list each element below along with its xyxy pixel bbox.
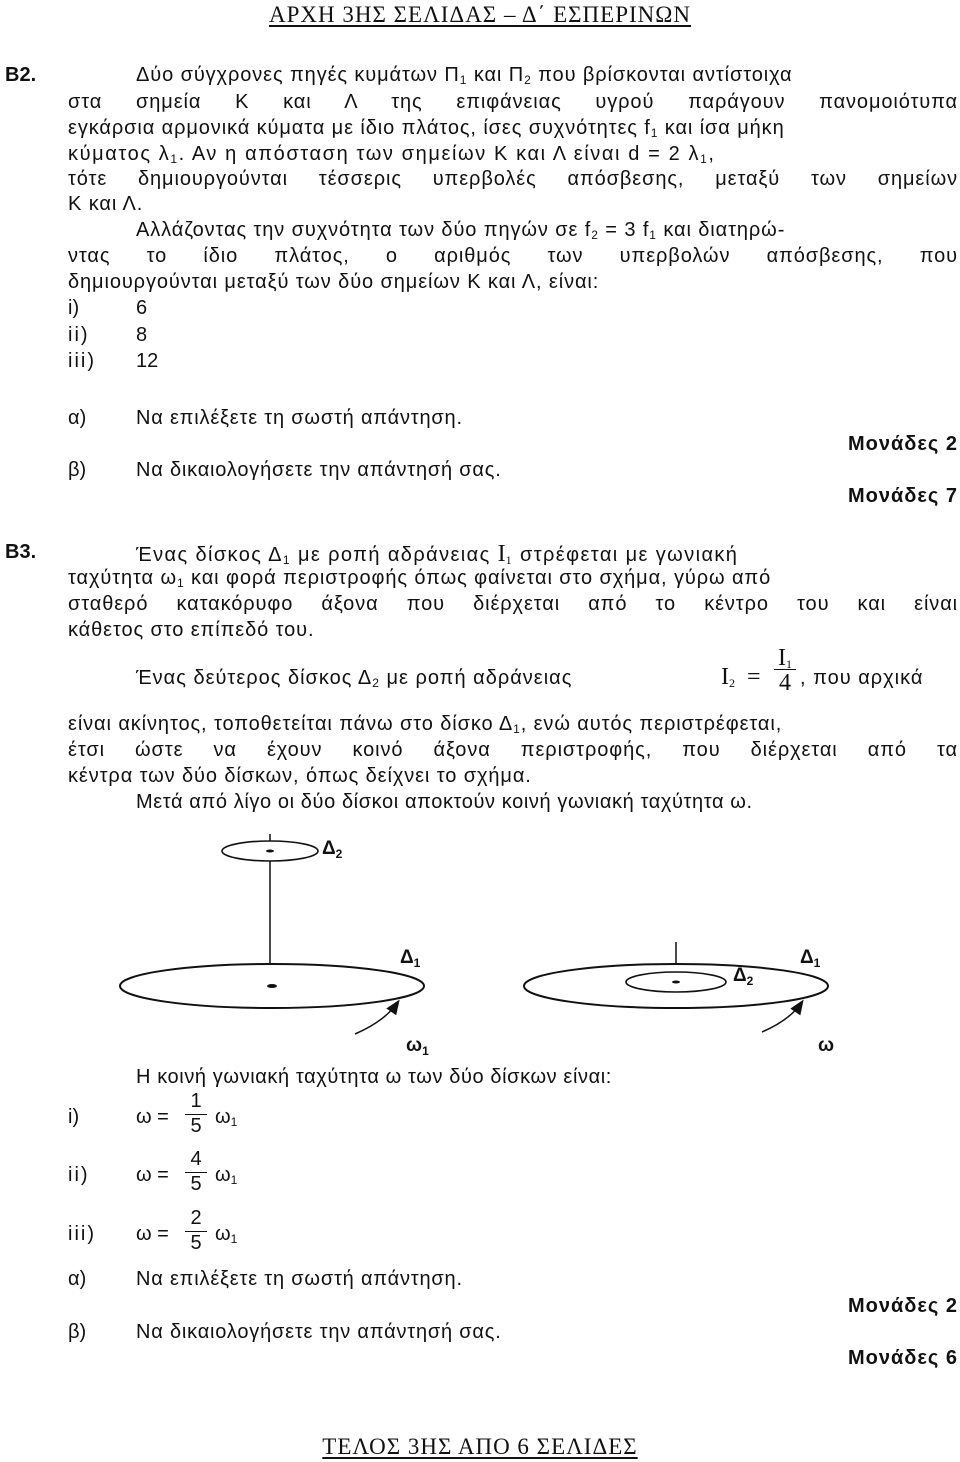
b3-option-2-rhs: $\omega_1$ — [215, 1164, 238, 1187]
b3-option-2-lhs: ω = — [136, 1164, 169, 1186]
label-d2-right: $\Delta_2$ — [733, 965, 754, 988]
label-d1-right: $\Delta_1$ — [800, 947, 821, 970]
formula-equals: = — [747, 664, 761, 690]
b3-question-b-label: β) — [68, 1321, 87, 1343]
b3-option-3-rhs: $\omega_1$ — [215, 1223, 238, 1246]
b2-question-b-text: Να δικαιολογήσετε την απάντησή σας. — [136, 459, 502, 481]
b3-line-3: σταθερό κατακόρυφο άξονα που διέρχεται από το κέντρο του και είναι — [68, 593, 958, 615]
b3-option-1-fraction: 1 5 — [185, 1090, 207, 1138]
b2-line-8: ντας το ίδιο πλάτος, ο αριθμός των υπερβολών απόσβεσης, που — [68, 245, 958, 267]
b3-marks-a: Μονάδες 2 — [848, 1295, 958, 1317]
b2-option-3-value: 12 — [136, 350, 159, 372]
b3-line-2: ταχύτητα $\omega_1$ και φορά περιστροφής όπως φαίνεται στο σχήμα, γύρω από — [68, 567, 772, 590]
b3-option-3-label: iii) — [68, 1223, 96, 1245]
label-omega: ω — [818, 1035, 835, 1056]
b3-option-3-lhs: ω = — [136, 1223, 169, 1245]
b2-option-2-value: 8 — [136, 324, 148, 346]
b3-option-1-rhs: $\omega_1$ — [215, 1106, 238, 1129]
label-d1-left: $\Delta_1$ — [400, 947, 421, 970]
b2-marks-a: Μονάδες 2 — [848, 433, 958, 455]
b2-label: Β2. — [5, 64, 37, 86]
b3-option-1-label: i) — [68, 1106, 80, 1128]
b3-question-a-label: α) — [68, 1268, 87, 1290]
b3-question-b-text: Να δικαιολογήσετε την απάντησή σας. — [136, 1321, 502, 1343]
b3-label: Β3. — [5, 541, 37, 563]
b3-line-6: είναι ακίνητος, τοποθετείται πάνω στο δίσκο $\Delta_1$, ενώ αυτός περιστρέφεται, — [68, 713, 783, 736]
b2-marks-b: Μονάδες 7 — [848, 485, 958, 507]
b3-question-a-text: Να επιλέξετε τη σωστή απάντηση. — [136, 1268, 463, 1290]
label-omega1: $\omega_1$ — [406, 1035, 429, 1058]
b2-question-a-label: α) — [68, 407, 87, 429]
b3-line-4: κάθετος στο επίπεδό του. — [68, 619, 315, 641]
page-footer: ΤΕΛΟΣ 3ΗΣ ΑΠΟ 6 ΣΕΛΙΔΕΣ — [322, 1434, 638, 1459]
b2-option-3-label: iii) — [68, 350, 96, 372]
formula-I2: $I_2$ — [721, 664, 735, 690]
b3-line-1: Ένας δίσκος $\Delta_1$ με ροπή αδράνειας $I_1$ στρέφεται με γωνιακή — [136, 541, 739, 567]
b2-line-1: Δύο σύγχρονες πηγές κυμάτων $\Pi_1$ και $\Pi_2$ που βρίσκονται αντίστοιχα — [136, 64, 793, 87]
b2-line-4: κύματος $\lambda_1$. Αν η απόσταση των σημείων Κ και Λ είναι d = 2 $\lambda_1$, — [68, 143, 716, 166]
b2-question-a-text: Να επιλέξετε τη σωστή απάντηση. — [136, 407, 463, 429]
b3-line-7: έτσι ώστε να έχουν κοινό άξονα περιστροφής, που διέρχεται από τα — [68, 739, 958, 761]
formula-fraction: $I_1$ 4 — [774, 645, 796, 697]
b3-marks-b: Μονάδες 6 — [848, 1347, 958, 1369]
b2-line-7: Αλλάζοντας την συχνότητα των δύο πηγών σε $f_2 = 3$ $f_1$ και διατηρώ- — [136, 219, 786, 242]
b3-question: Η κοινή γωνιακή ταχύτητα ω των δύο δίσκων είναι: — [136, 1066, 612, 1088]
b3-option-1-lhs: ω = — [136, 1106, 169, 1128]
b2-option-2-label: ii) — [68, 324, 90, 346]
b2-option-1-value: 6 — [136, 297, 148, 319]
b3-option-3-fraction: 2 5 — [185, 1207, 207, 1255]
b3-line-9: Μετά από λίγο οι δύο δίσκοι αποκτούν κοινή γωνιακή ταχύτητα ω. — [136, 791, 753, 813]
label-d2-top: $\Delta_2$ — [322, 838, 343, 861]
b2-line-6: Κ και Λ. — [68, 193, 144, 215]
b2-line-5: τότε δημιουργούνται τέσσερις υπερβολές απόσβεσης, μεταξύ των σημείων — [68, 168, 958, 190]
b2-line-9: δημιουργούνται μεταξύ των δύο σημείων Κ και Λ, είναι: — [68, 271, 600, 293]
page-header: ΑΡΧΗ 3ΗΣ ΣΕΛΙΔΑΣ – Δ΄ ΕΣΠΕΡΙΝΩΝ — [269, 2, 691, 27]
disks-figure — [0, 826, 960, 1086]
b3-option-2-fraction: 4 5 — [185, 1148, 207, 1196]
b3-line-5-end: , που αρχικά — [800, 667, 924, 689]
b2-option-1-label: i) — [68, 297, 80, 319]
b3-line-5: Ένας δεύτερος δίσκος $\Delta_2$ με ροπή αδράνειας — [136, 667, 573, 690]
b2-question-b-label: β) — [68, 459, 87, 481]
disk-d1-left — [120, 964, 424, 1034]
disks-combined — [524, 942, 828, 1032]
b2-line-3: εγκάρσια αρμονικά κύματα με ίδιο πλάτος, ίσες συχνότητες $f_1$ και ίσα μήκη — [68, 117, 785, 140]
b2-line-2: στα σημεία Κ και Λ της επιφάνειας υγρού παράγουν πανομοιότυπα — [68, 91, 958, 113]
b3-line-8: κέντρα των δύο δίσκων, όπως δείχνει το σχήμα. — [68, 765, 532, 787]
b3-option-2-label: ii) — [68, 1164, 90, 1186]
